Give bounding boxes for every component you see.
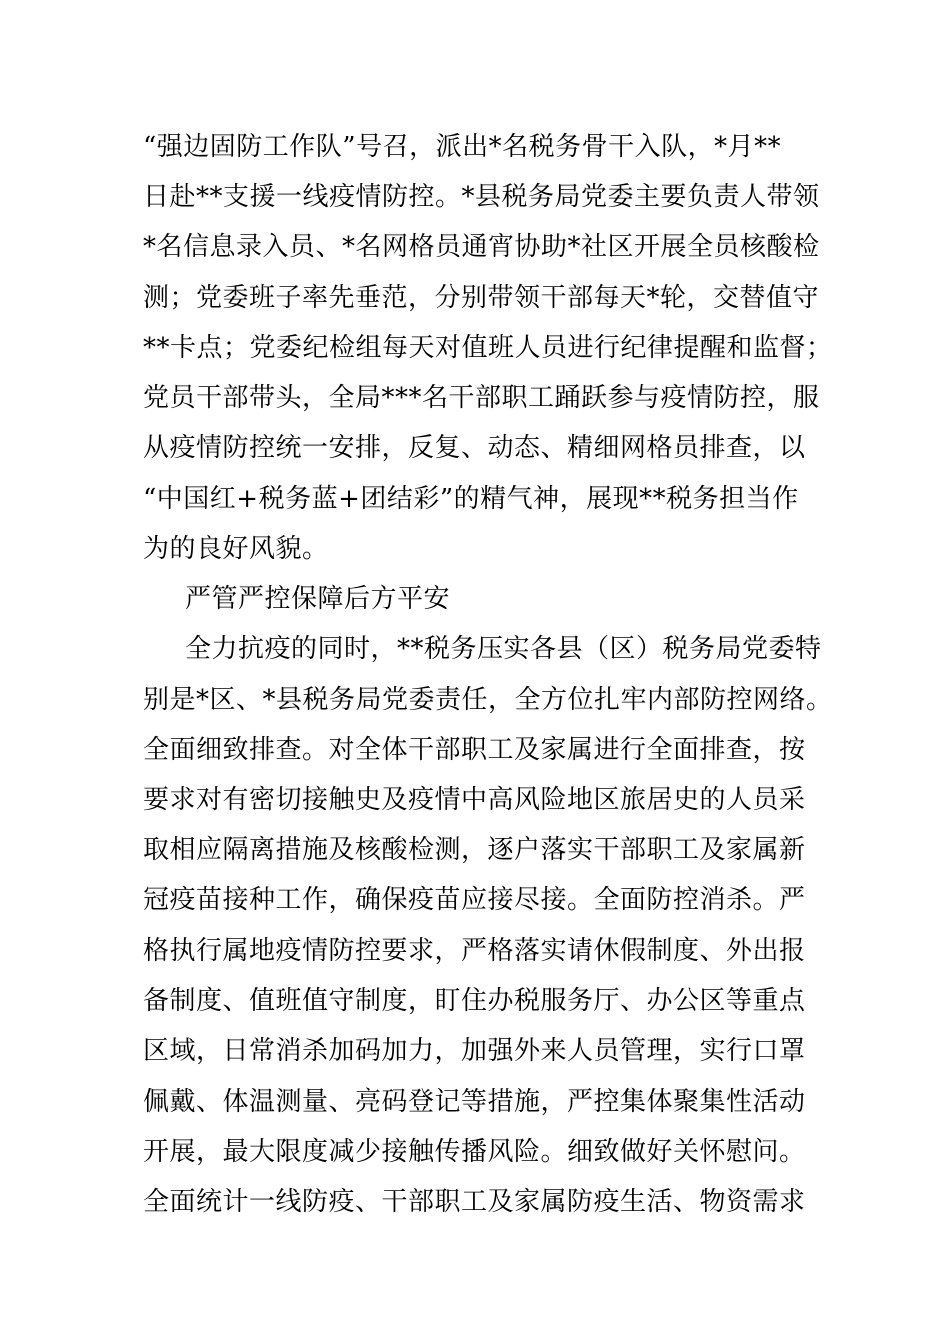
text-line: 取相应隔离措施及核酸检测，逐户落实干部职工及家属新 bbox=[143, 835, 806, 865]
text-line: *名信息录入员、*名网格员通宵协助*社区开展全员核酸检 bbox=[143, 232, 820, 262]
text-line: 冠疫苗接种工作，确保疫苗应接尽接。全面防控消杀。严 bbox=[143, 885, 806, 915]
text-line: 开展，最大限度减少接触传播风险。细致做好关怀慰问。 bbox=[143, 1137, 806, 1167]
text-line: 党员干部带头，全局***名干部职工踊跃参与疫情防控，服 bbox=[143, 383, 820, 413]
text-line: 要求对有密切接触史及疫情中高风险地区旅居史的人员采 bbox=[143, 785, 806, 815]
text-line: 别是*区、*县税务局党委责任，全方位扎牢内部防控网络。 bbox=[143, 685, 833, 715]
text-line: 全面统计一线防疫、干部职工及家属防疫生活、物资需求 bbox=[143, 1187, 806, 1217]
text-line: 区域，日常消杀加码加力，加强外来人员管理，实行口罩 bbox=[143, 1036, 806, 1066]
text-line: 测；党委班子率先垂范，分别带领干部每天*轮，交替值守 bbox=[143, 283, 820, 313]
text-line: 日赴**支援一线疫情防控。*县税务局党委主要负责人带领 bbox=[143, 182, 820, 212]
text-line: 全力抗疫的同时，**税务压实各县（区）税务局党委特 bbox=[185, 634, 822, 664]
text-line: **卡点；党委纪检组每天对值班人员进行纪律提醒和监督； bbox=[143, 333, 833, 363]
text-line: 从疫情防控统一安排，反复、动态、精细网格员排查，以 bbox=[143, 433, 806, 463]
text-line: 为的良好风貌。 bbox=[143, 534, 329, 564]
text-line: “强边固防工作队”号召，派出*名税务骨干入队，*月** bbox=[143, 132, 782, 162]
section-heading: 严管严控保障后方平安 bbox=[185, 584, 451, 614]
text-line: 备制度、值班值守制度，盯住办税服务厅、办公区等重点 bbox=[143, 986, 806, 1016]
text-line: 格执行属地疫情防控要求，严格落实请休假制度、外出报 bbox=[143, 936, 806, 966]
text-line: 全面细致排查。对全体干部职工及家属进行全面排查，按 bbox=[143, 735, 806, 765]
text-line: 佩戴、体温测量、亮码登记等措施，严控集体聚集性活动 bbox=[143, 1087, 806, 1117]
text-line: “中国红+税务蓝+团结彩”的精气神，展现**税务担当作 bbox=[143, 484, 799, 514]
